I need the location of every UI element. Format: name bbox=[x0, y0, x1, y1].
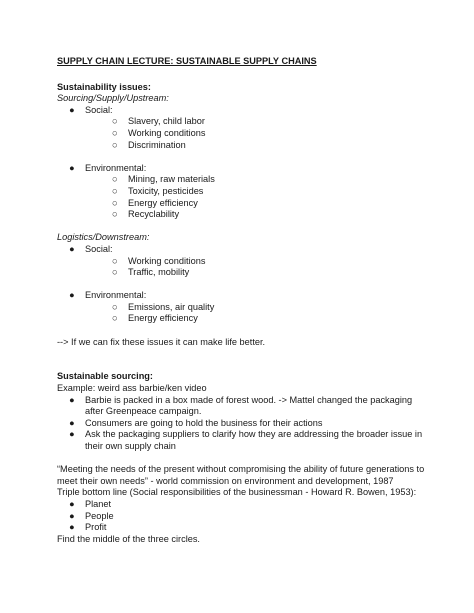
bullet-icon: ● bbox=[69, 162, 75, 173]
list-item: ● Profit bbox=[69, 522, 107, 533]
list-item: ○ Discrimination bbox=[112, 139, 186, 150]
sourcing-heading: Sustainable sourcing: bbox=[57, 371, 153, 382]
sub-bullet-icon: ○ bbox=[112, 127, 118, 138]
sub-bullet-icon: ○ bbox=[112, 197, 118, 208]
list-item: ○ Toxicity, pesticides bbox=[112, 185, 204, 196]
upstream-label: Sourcing/Supply/Upstream: bbox=[57, 93, 169, 104]
sub-bullet-icon: ○ bbox=[112, 255, 118, 266]
list-item: ○ Slavery, child labor bbox=[112, 116, 205, 127]
downstream-label: Logistics/Downstream: bbox=[57, 232, 150, 243]
bullet-icon: ● bbox=[69, 510, 75, 521]
sub-bullet-icon: ○ bbox=[112, 139, 118, 150]
closing-line: Find the middle of the three circles. bbox=[57, 533, 200, 544]
list-item: ○ Energy efficiency bbox=[112, 197, 198, 208]
list-item: ● Consumers are going to hold the business for their actions bbox=[69, 417, 323, 428]
list-item: ● Environmental: bbox=[69, 290, 147, 301]
sourcing-example: Example: weird ass barbie/ken video bbox=[57, 383, 207, 394]
triple-bottom-line: Triple bottom line (Social responsibilities of the businessman - Howard R. Bowen, 1953): bbox=[57, 487, 417, 498]
list-item: ○ Working conditions bbox=[112, 127, 206, 138]
bullet-icon: ● bbox=[69, 498, 75, 509]
sub-bullet-icon: ○ bbox=[112, 185, 118, 196]
bullet-icon: ● bbox=[69, 429, 75, 440]
sub-bullet-icon: ○ bbox=[112, 301, 118, 312]
quote-paragraph: “Meeting the needs of the present without compromising the ability of future generations to meet their own needs” - world commission on environment and development, 1987 bbox=[57, 464, 425, 486]
list-item: ○ Energy efficiency bbox=[112, 313, 198, 324]
issues-conclusion: --> If we can fix these issues it can make life better. bbox=[57, 336, 266, 347]
list-item: ● Planet bbox=[69, 498, 112, 509]
list-item: ● Environmental: bbox=[69, 162, 147, 173]
bullet-icon: ● bbox=[69, 290, 75, 301]
bullet-icon: ● bbox=[69, 417, 75, 428]
document-content bbox=[57, 56, 427, 545]
bullet-icon: ● bbox=[69, 394, 75, 405]
list-item: ● Social: bbox=[69, 243, 113, 254]
list-item: ● Social: bbox=[69, 104, 113, 115]
bullet-icon: ● bbox=[69, 243, 75, 254]
sub-bullet-icon: ○ bbox=[112, 174, 118, 185]
bullet-icon: ● bbox=[69, 104, 75, 115]
list-item: ○ Recyclability bbox=[112, 209, 180, 220]
list-item: ● People bbox=[69, 510, 114, 521]
sub-bullet-icon: ○ bbox=[112, 313, 118, 324]
bullet-icon: ● bbox=[69, 522, 75, 533]
list-item: ○ Traffic, mobility bbox=[112, 267, 190, 278]
document-title: SUPPLY CHAIN LECTURE: SUSTAINABLE SUPPLY CHAINS bbox=[57, 56, 317, 66]
list-item: ○ Mining, raw materials bbox=[112, 174, 215, 185]
list-item: ○ Working conditions bbox=[112, 255, 206, 266]
sub-bullet-icon: ○ bbox=[112, 116, 118, 127]
issues-heading: Sustainability issues: bbox=[57, 81, 151, 92]
list-item: ● Ask the packaging suppliers to clarify how they are addressing the broader issue in their own supply chain bbox=[69, 429, 423, 451]
sub-bullet-icon: ○ bbox=[112, 267, 118, 278]
list-item: ○ Emissions, air quality bbox=[112, 301, 215, 312]
list-item: ● Barbie is packed in a box made of forest wood. -> Mattel changed the packaging after Greenpeace campaign. bbox=[69, 394, 413, 417]
sub-bullet-icon: ○ bbox=[112, 209, 118, 220]
